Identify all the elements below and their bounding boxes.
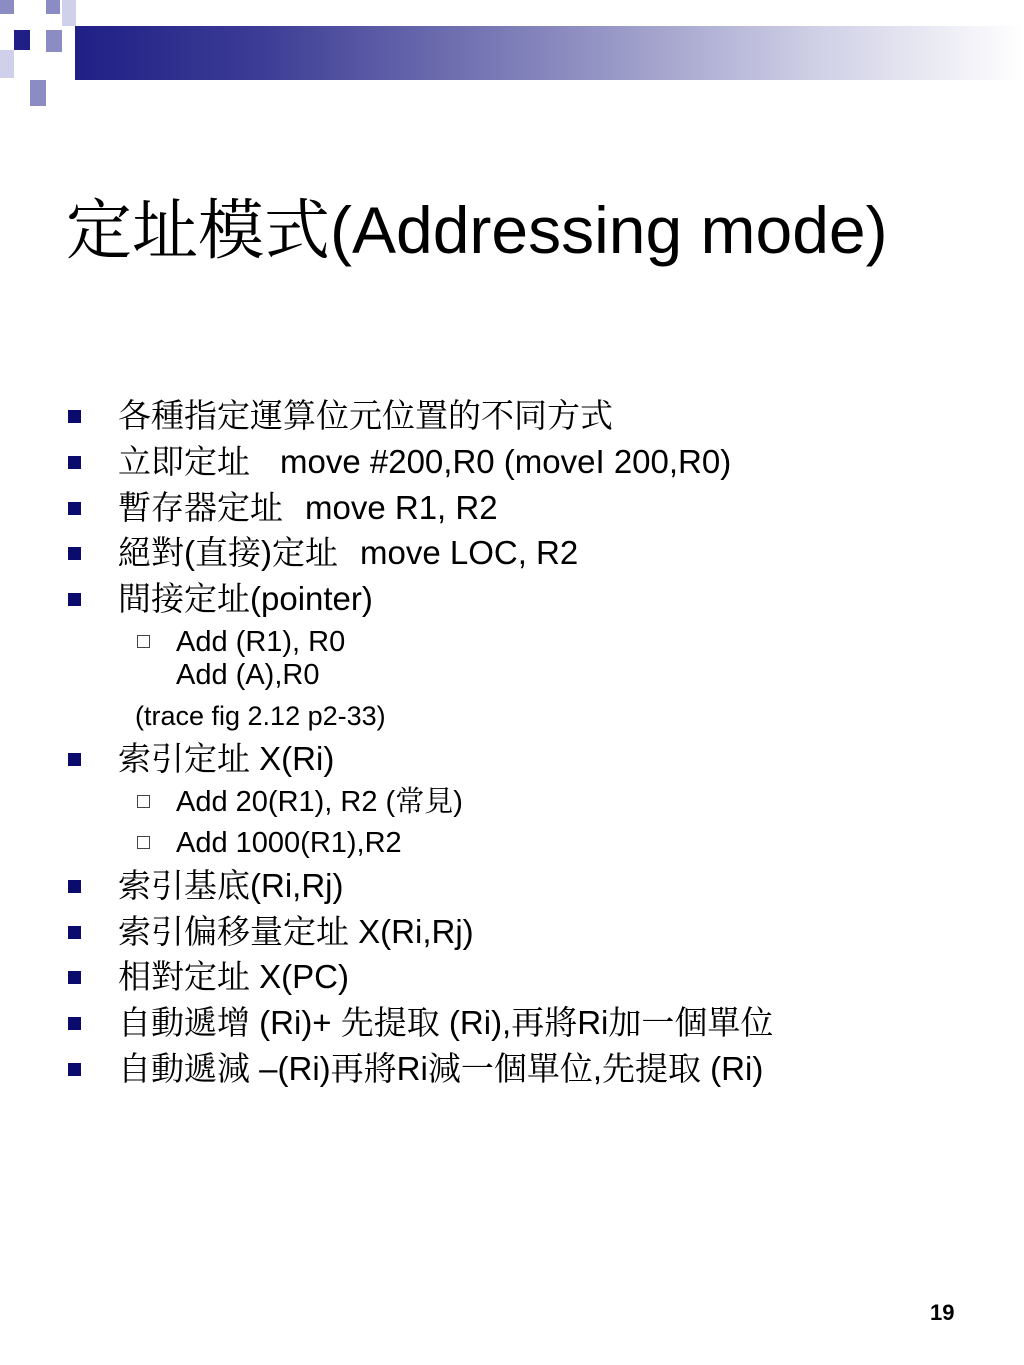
bullet-hollow-icon xyxy=(137,635,150,648)
deco-square xyxy=(46,30,62,52)
slide-title: 定址模式(Addressing mode) xyxy=(66,193,888,267)
bullet-square-icon xyxy=(68,547,81,560)
bullet-square-icon xyxy=(68,1063,81,1076)
item-code: move #200,R0 (moveI 200,R0) xyxy=(280,443,732,480)
sub-item: Add 1000(R1),R2 xyxy=(176,827,402,859)
bullet-square-icon xyxy=(68,593,81,606)
list-item: 各種指定運算位元位置的不同方式 xyxy=(118,397,613,434)
bullet-square-icon xyxy=(68,502,81,515)
item-lead: 立即定址 xyxy=(118,443,250,480)
bullet-square-icon xyxy=(68,926,81,939)
item-lead: 絕對(直接)定址 xyxy=(118,534,338,571)
deco-square xyxy=(62,0,76,26)
sub-item: Add (R1), R0 xyxy=(176,626,346,658)
list-item xyxy=(118,533,578,573)
list-item: 索引基底(Ri,Rj) xyxy=(118,867,344,904)
bullet-square-icon xyxy=(68,753,81,766)
list-item: 索引定址 X(Ri) xyxy=(118,740,335,777)
bullet-square-icon xyxy=(68,1017,81,1030)
bullet-square-icon xyxy=(68,971,81,984)
sub-item: Add 20(R1), R2 (常見) xyxy=(176,786,463,818)
bullet-square-icon xyxy=(68,880,81,893)
deco-square xyxy=(0,50,14,78)
header-gradient-bar xyxy=(75,26,1024,80)
list-item: 自動遞減 –(Ri)再將Ri減一個單位,先提取 (Ri) xyxy=(118,1050,764,1087)
sub-item-continued: Add (A),R0 xyxy=(176,659,320,691)
bullet-hollow-icon xyxy=(137,836,150,849)
page-number: 19 xyxy=(930,1300,955,1325)
item-code: move R1, R2 xyxy=(305,489,498,526)
deco-square xyxy=(14,30,30,50)
list-item: 間接定址(pointer) xyxy=(118,580,373,617)
bullet-square-icon xyxy=(68,410,81,423)
list-item xyxy=(118,488,498,528)
list-item: 自動遞增 (Ri)+ 先提取 (Ri),再將Ri加一個單位 xyxy=(118,1004,774,1041)
deco-square xyxy=(30,80,46,106)
bullet-hollow-icon xyxy=(137,795,150,808)
list-item: 相對定址 X(PC) xyxy=(118,958,349,995)
deco-square xyxy=(46,0,60,14)
trace-note: (trace fig 2.12 p2-33) xyxy=(135,701,386,731)
deco-square xyxy=(0,0,14,14)
item-code: move LOC, R2 xyxy=(359,534,579,571)
list-item xyxy=(118,442,731,482)
bullet-square-icon xyxy=(68,456,81,469)
list-item: 索引偏移量定址 X(Ri,Rj) xyxy=(118,913,474,950)
item-lead: 暫存器定址 xyxy=(118,489,283,526)
